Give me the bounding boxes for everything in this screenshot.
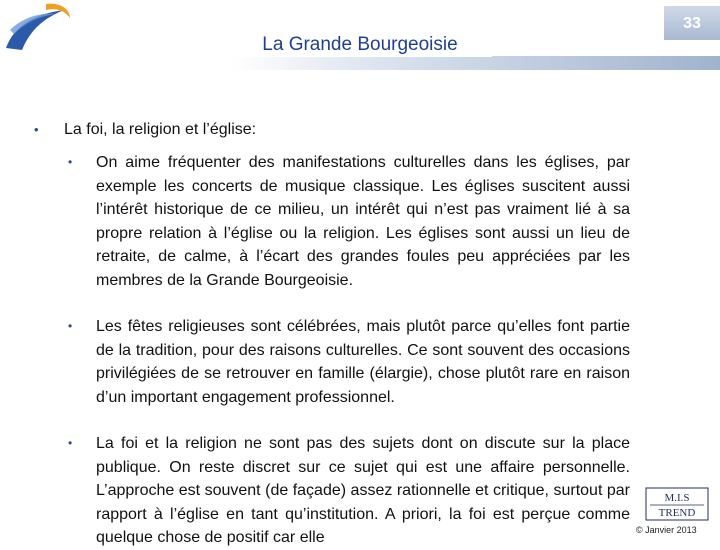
bullet-icon: • (68, 155, 73, 169)
mis-trend-logo (640, 486, 714, 522)
paragraph-text: On aime fréquenter des manifestations culturelles dans les églises, par exemple les concerts de musique classique. Les églises suscitent aussi l’intérêt historique de ce milieu, un intérêt qui n’est pas vraiment lié à sa propre relation à l’église ou la religion. Les églises sont aussi un lieu de retraite, de calme, à l’écart des grandes foules peu appréciées par les membres de la Grande Bourgeoisie. (96, 154, 630, 289)
copyright-text: © Janvier 2013 (636, 525, 697, 535)
slide-number: 33 (683, 15, 701, 32)
paragraph-text: La foi et la religion ne sont pas des sujets dont on discute sur la place publique. On reste discret sur ce sujet qui est une affaire personnelle. L’approche est souvent (de façade) assez rationnelle et critique, surtout par rapport à l’église en tant qu’institution. A priori, la foi est perçue comme quelque chose de positif car elle (96, 435, 630, 546)
bullet-icon: • (68, 436, 73, 450)
bullet-icon: • (34, 122, 39, 137)
header-bar (232, 56, 720, 70)
page-title: La Grande Bourgeoisie (262, 34, 458, 55)
bullet-icon: • (68, 319, 73, 333)
svg-text:M.I.S: M.I.S (664, 492, 690, 504)
paragraph-text: Les fêtes religieuses sont célébrées, mais plutôt parce qu’elles font partie de la tradition, pour des raisons culturelles. Ce sont souvent des occasions privilégiées de se retrouver en famille (élargie), chose plutôt rare en raison d’un important engagement professionnel. (96, 318, 630, 406)
section-heading-text: La foi, la religion et l’église: (64, 121, 257, 138)
logo-swoosh-icon (0, 0, 80, 60)
svg-text:TREND: TREND (658, 507, 696, 519)
